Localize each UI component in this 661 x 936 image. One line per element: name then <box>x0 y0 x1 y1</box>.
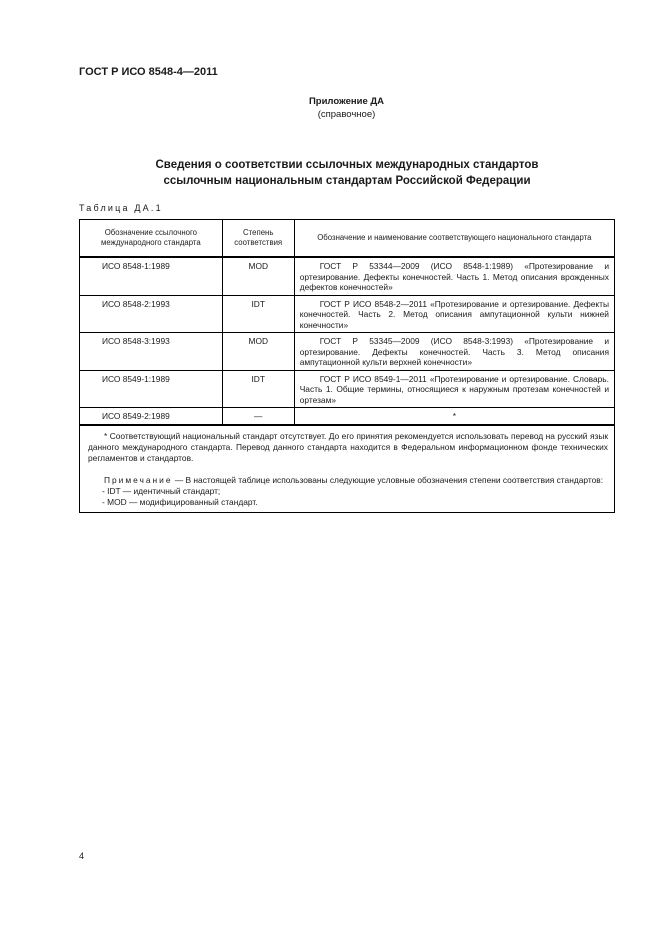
national-text: ГОСТ Р 53344—2009 (ИСО 8548-1:1989) «Протезирование и ортезирование. Дефекты конечностей. Часть 1. Метод описания врожденных дефектов конечностей» <box>299 261 609 292</box>
note <box>88 475 608 486</box>
table-row <box>80 408 615 425</box>
table-row <box>80 370 615 408</box>
table-notes <box>80 425 615 513</box>
header-national-standard: Обозначение и наименование соответствующего национального стандарта <box>294 220 614 258</box>
cell-degree: MOD <box>222 333 294 371</box>
national-text: ГОСТ Р ИСО 8549-1—2011 «Протезирование и ортезирование. Словарь. Часть 1. Общие термины, относящиеся к наружным протезам конечностей и ортезам» <box>299 373 609 405</box>
section-title-line-1: Сведения о соответствии ссылочных международных стандартов <box>155 159 539 171</box>
table-notes-row <box>80 425 615 513</box>
cell-national: * <box>294 408 614 425</box>
table-row <box>80 295 615 333</box>
note-item-idt: - IDT — идентичный стандарт; <box>102 485 221 496</box>
cell-degree: IDT <box>222 295 294 333</box>
cell-ref: ИСО 8549-1:1989 <box>80 370 223 408</box>
cell-ref: ИСО 8548-1:1989 <box>80 257 223 295</box>
note-text: — В настоящей таблице использованы следующие условные обозначения степени соответствия стандартов: <box>172 474 604 485</box>
annex-title: Приложение ДА <box>308 96 385 107</box>
cell-ref: ИСО 8548-3:1993 <box>80 333 223 371</box>
table-row <box>80 333 615 371</box>
section-title <box>78 157 616 189</box>
national-text: ГОСТ Р 53345—2009 (ИСО 8548-3:1993) «Протезирование и ортезирование. Дефекты конечностей. Часть 3. Метод описания ампутационной культи верхней конечности» <box>299 336 609 367</box>
standards-table <box>79 219 615 513</box>
table-caption: Таблица ДА.1 <box>79 203 163 213</box>
header-degree: Степень соответствия <box>222 220 294 258</box>
cell-national <box>294 257 614 295</box>
annex-heading <box>0 95 661 121</box>
cell-national <box>294 370 614 408</box>
table-header-row <box>80 220 615 258</box>
cell-national <box>294 295 614 333</box>
cell-degree: MOD <box>222 257 294 295</box>
national-text: ГОСТ Р ИСО 8548-2—2011 «Протезирование и ортезирование. Дефекты конечностей. Часть 2. Метод описания ампутационной культи нижней конечности» <box>299 298 609 330</box>
note-label: Примечание <box>104 474 173 485</box>
annex-subtitle: (справочное) <box>317 109 376 120</box>
cell-degree: IDT <box>222 370 294 408</box>
document-code: ГОСТ Р ИСО 8548-4—2011 <box>79 66 218 78</box>
cell-degree: — <box>222 408 294 425</box>
cell-ref: ИСО 8549-2:1989 <box>80 408 223 425</box>
cell-ref: ИСО 8548-2:1993 <box>80 295 223 333</box>
section-title-line-2: ссылочным национальным стандартам Российской Федерации <box>163 175 531 187</box>
page-number: 4 <box>79 851 85 861</box>
note-item-mod: - MOD — модифицированный стандарт. <box>102 496 258 507</box>
footnote: * Соответствующий национальный стандарт отсутствует. До его принятия рекомендуется использовать перевод на русский язык данного международного стандарта. Перевод данного стандарта находится в Федеральном информационном фонде технических регламентов и стандартов. <box>88 430 608 463</box>
cell-national <box>294 333 614 371</box>
table-row <box>80 257 615 295</box>
header-ref-standard: Обозначение ссылочного международного стандарта <box>80 220 223 258</box>
